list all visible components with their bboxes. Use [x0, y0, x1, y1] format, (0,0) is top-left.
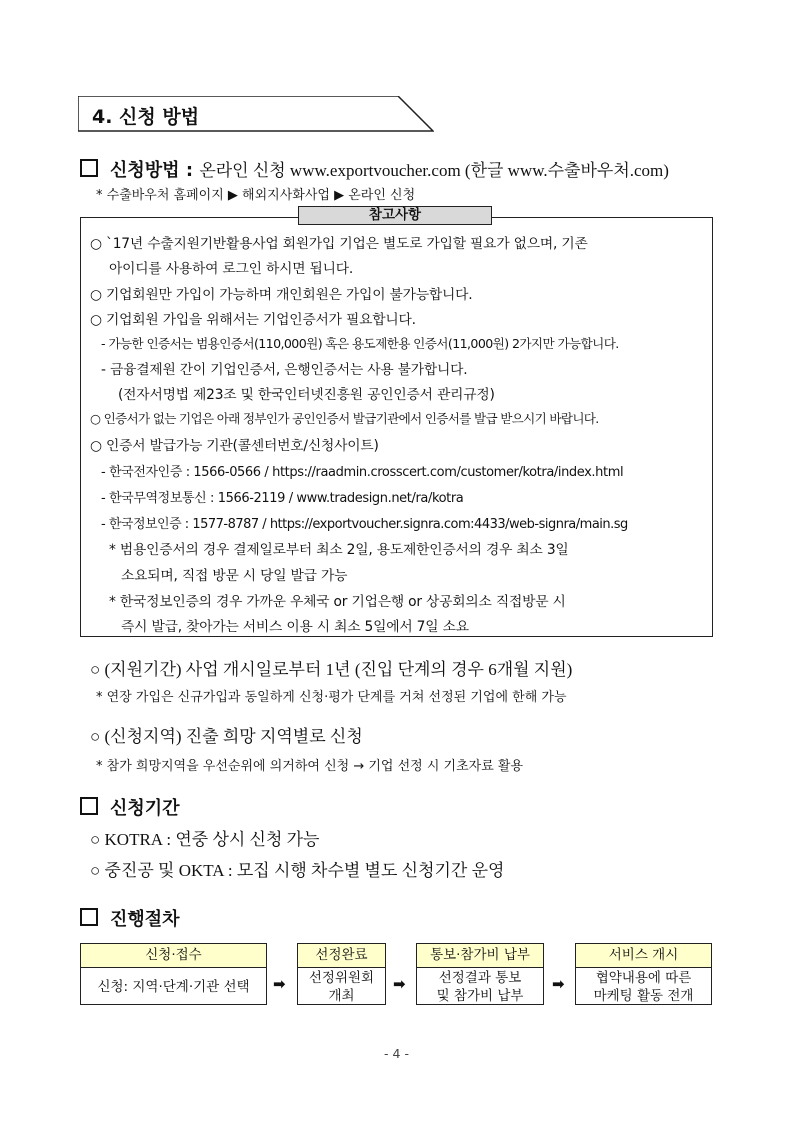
step-title: 신청·접수 [81, 944, 266, 968]
apply-period-title: 신청기간 [110, 798, 180, 819]
step-body: 신청: 지역·단계·기관 선택 [97, 978, 250, 995]
ref-line: - 한국정보인증 : 1577-8787 / https://exportvoucher.signra.com:4433/web-signra/main.sg [101, 517, 628, 532]
ref-line: - 한국무역정보통신 : 1566-2119 / www.tradesign.net/ra/kotra [101, 491, 464, 506]
procedure-title: 진행절차 [110, 909, 180, 930]
ref-line: ○ `17년 수출지원기반활용사업 회원가입 기업은 별도로 가입할 필요가 없으며, 기존 [90, 236, 588, 252]
section-title: 4. 신청 방법 [92, 106, 200, 128]
right-arrow-icon: ➡ [393, 975, 406, 993]
procedure-heading [80, 905, 180, 931]
apply-period-item: ○ KOTRA : 연중 상시 신청 가능 [90, 830, 320, 849]
ref-line: - 한국전자인증 : 1566-0566 / https://raadmin.crosscert.com/customer/kotra/index.html [101, 465, 624, 480]
ref-line: - 금융결제원 간이 기업인증서, 은행인증서는 사용 불가합니다. [101, 362, 468, 378]
apply-method-heading [80, 156, 669, 182]
checkbox-square-icon [80, 797, 98, 815]
apply-region-text: ○ (신청지역) 진출 희망 지역별로 신청 [90, 727, 363, 746]
right-arrow-icon: ➡ [552, 975, 565, 993]
apply-method-text: 온라인 신청 www.exportvoucher.com (한글 www.수출바우처.com) [199, 161, 669, 180]
step-title: 선정완료 [298, 944, 385, 968]
procedure-step-notice [416, 943, 544, 1005]
step-title: 통보·참가비 납부 [417, 944, 543, 968]
procedure-step-selection [297, 943, 386, 1005]
step-body: 선정위원회 개최 [308, 969, 375, 1004]
support-period-text: ○ (지원기간) 사업 개시일로부터 1년 (진입 단계의 경우 6개월 지원) [90, 660, 573, 679]
checkbox-square-icon [80, 159, 98, 177]
reference-label: 참고사항 [298, 206, 492, 225]
procedure-step-apply [80, 943, 267, 1005]
ref-line: 즉시 발급, 찾아가는 서비스 이용 시 최소 5일에서 7일 소요 [121, 619, 469, 635]
apply-method-title: 신청방법 : [110, 160, 194, 181]
step-body: 협약내용에 따른 마케팅 활동 전개 [593, 969, 694, 1004]
ref-line: ○ 기업회원만 가입이 가능하며 개인회원은 가입이 불가능합니다. [90, 287, 473, 303]
ref-line: 소요되며, 직접 방문 시 당일 발급 가능 [121, 568, 348, 584]
ref-line: 아이디를 사용하여 로그인 하시면 됩니다. [109, 261, 354, 277]
apply-period-item: ○ 중진공 및 OKTA : 모집 시행 차수별 별도 신청기간 운영 [90, 861, 505, 880]
ref-line: ○ 인증서 발급가능 기관(콜센터번호/신청사이트) [90, 438, 379, 454]
ref-line: * 범용인증서의 경우 결제일로부터 최소 2일, 용도제한인증서의 경우 최소 3일 [109, 542, 569, 558]
right-arrow-icon: ➡ [273, 975, 286, 993]
checkbox-square-icon [80, 908, 98, 926]
apply-region-note: * 참가 희망지역을 우선순위에 의거하여 신청 → 기업 선정 시 기초자료 활용 [96, 759, 524, 774]
ref-line: ○ 기업회원 가입을 위해서는 기업인증서가 필요합니다. [90, 312, 416, 328]
apply-period-heading [80, 794, 180, 820]
ref-line: * 한국정보인증의 경우 가까운 우체국 or 기업은행 or 상공회의소 직접방문 시 [109, 594, 566, 610]
page-number: - 4 - [384, 1046, 409, 1061]
support-period-note: * 연장 가입은 신규가입과 동일하게 신청·평가 단계를 거쳐 선정된 기업에 한해 가능 [96, 690, 567, 705]
step-title: 서비스 개시 [576, 944, 711, 968]
ref-line: - 가능한 인증서는 범용인증서(110,000원) 혹은 용도제한용 인증서(11,000원) 2가지만 가능합니다. [101, 336, 619, 351]
ref-line: (전자서명법 제23조 및 한국인터넷진흥원 공인인증서 관리규정) [118, 387, 495, 403]
apply-path-note: * 수출바우처 홈페이지 ▶ 해외지사화사업 ▶ 온라인 신청 [96, 188, 416, 203]
step-body: 선정결과 통보 및 참가비 납부 [436, 969, 524, 1004]
procedure-step-service [575, 943, 712, 1005]
section-title-box [78, 96, 434, 132]
ref-line: ○ 인증서가 없는 기업은 아래 정부인가 공인인증서 발급기관에서 인증서를 발급 받으시기 바랍니다. [90, 411, 599, 426]
